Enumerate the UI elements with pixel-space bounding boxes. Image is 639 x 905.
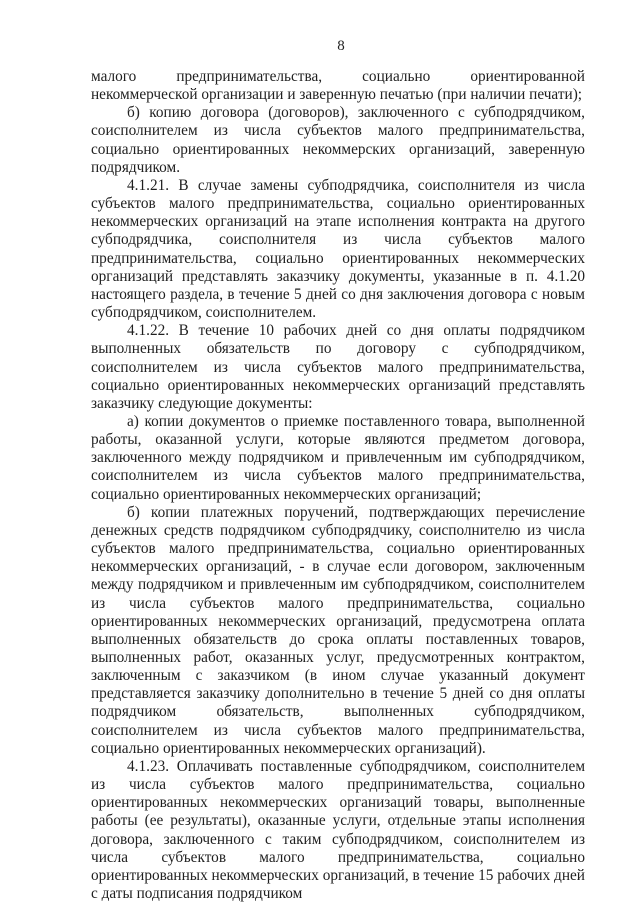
paragraph-4-1-22: 4.1.22. В течение 10 рабочих дней со дня оплаты подрядчиком выполненных обязательств по договору с субподрядчиком, соисполнителем из числа субъектов малого предпринимательства, социально ориентированных некоммерческих организаций представлять заказчику следующие документы:	[91, 322, 585, 412]
page-number: 8	[337, 38, 345, 54]
paragraph-4-1-23: 4.1.23. Оплачивать поставленные субподрядчиком, соисполнителем из числа субъектов малого предпринимательства, социально ориентированных некоммерческих организаций товары, выполненные работы (ее результаты), оказанные услуги, отдельные этапы исполнения договора, заключенного с таким субподрядчиком, соисполнителем из числа субъектов малого предпринимательства, социально ориентированных некоммерческих организаций, в течение 15 рабочих дней с даты подписания подрядчиком	[91, 757, 585, 903]
document-body	[91, 68, 585, 903]
paragraph-4-1-21: 4.1.21. В случае замены субподрядчика, соисполнителя из числа субъектов малого предпринимательства, социально ориентированных некоммерческих организаций на этапе исполнения контракта на другого субподрядчика, соисполнителя из числа субъектов малого предпринимательства, социально ориентированных некоммерческих организаций представлять заказчику документы, указанные в п. 4.1.20 настоящего раздела, в течение 5 дней со дня заключения договора с новым субподрядчиком, соисполнителем.	[91, 176, 585, 322]
paragraph-item-b-contract-copy: б) копию договора (договоров), заключенного с субподрядчиком, соисполнителем из числа субъектов малого предпринимательства, социально ориентированных некоммерских организаций, заверенную подрядчиком.	[91, 104, 585, 176]
paragraph-continuation: малого предпринимательства, социально ориентированной некоммерческой организации и заверенную печатью (при наличии печати);	[91, 68, 585, 104]
paragraph-item-a-acceptance-docs: а) копии документов о приемке поставленного товара, выполненной работы, оказанной услуги, которые являются предметом договора, заключенного между подрядчиком и привлеченным им субподрядчиком, соисполнителем из числа субъектов малого предпринимательства, социально ориентированных некоммерческих организаций;	[91, 412, 585, 503]
paragraph-item-b-payment-orders: б) копии платежных поручений, подтверждающих перечисление денежных средств подрядчиком субподрядчику, соисполнителю из числа субъектов малого предпринимательства, социально ориентированных некоммерческих организаций, - в случае если договором, заключенным между подрядчиком и привлеченным им субподрядчиком, соисполнителем из числа субъектов малого предпринимательства, социально ориентированных некоммерческих организаций, предусмотрена оплата выполненных обязательств до срока оплаты поставленных товаров, выполненных работ, оказанных услуг, предусмотренных контрактом, заключенным с заказчиком (в ином случае указанный документ представляется заказчику дополнительно в течение 5 дней со дня оплаты подрядчиком обязательств, выполненных субподрядчиком, соисполнителем из числа субъектов малого предпринимательства, социально ориентированных некоммерческих организаций).	[91, 503, 585, 757]
